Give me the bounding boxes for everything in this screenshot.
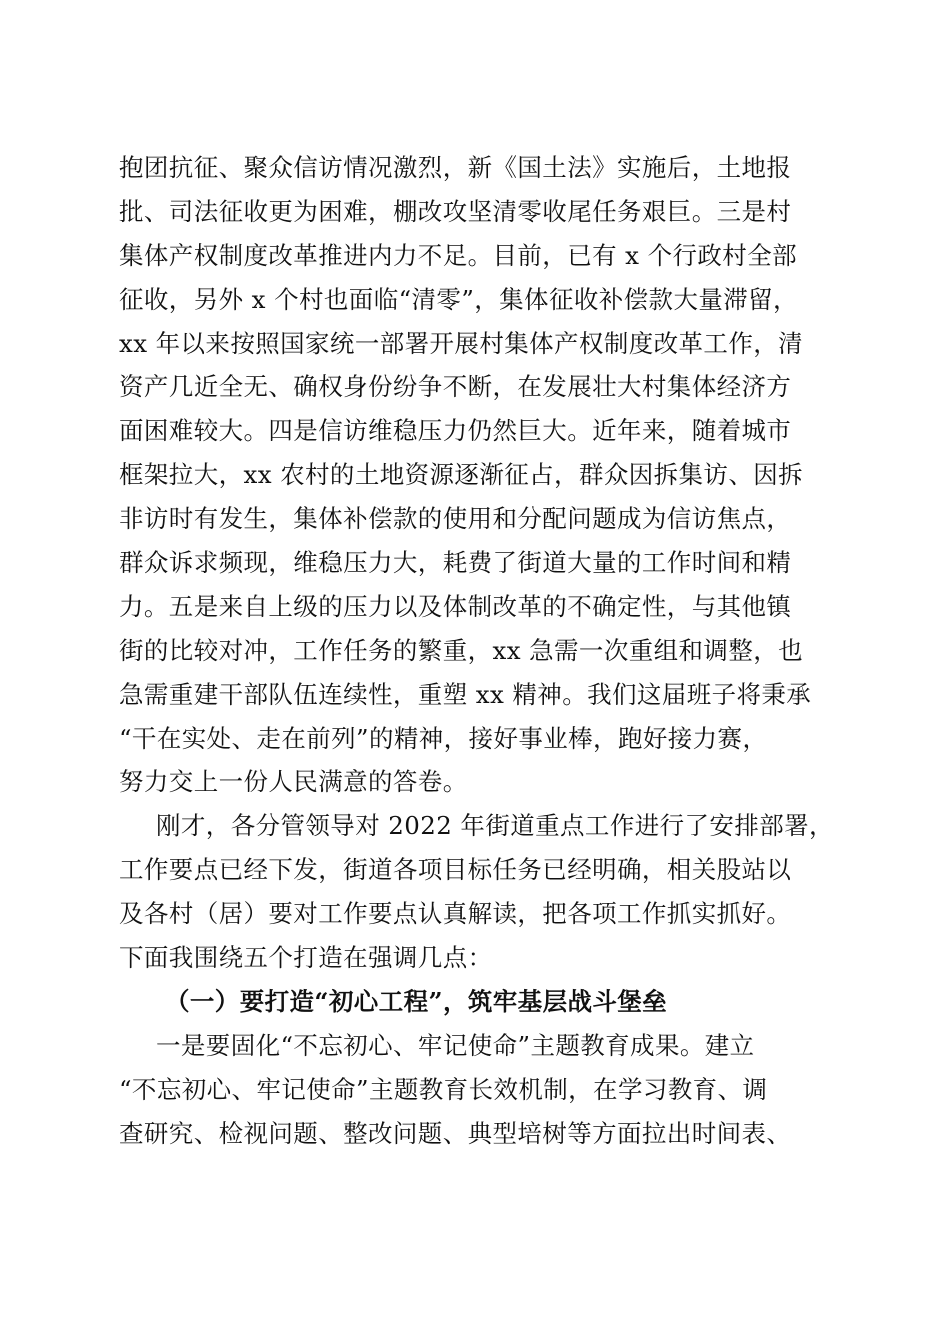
body-line: xx 年以来按照国家统一部署开展村集体产权制度改革工作，清 bbox=[119, 328, 804, 358]
body-line: 集体产权制度改革推进内力不足。目前，已有 x 个行政村全部 bbox=[119, 240, 797, 270]
paragraph-first-line: 刚才，各分管领导对 2022 年街道重点工作进行了安排部署， bbox=[156, 811, 834, 841]
body-line: 框架拉大，xx 农村的土地资源逐渐征占，群众因拆集访、因拆 bbox=[119, 460, 804, 490]
body-line: 征收，另外 x 个村也面临“清零”，集体征收补偿款大量滞留， bbox=[119, 284, 798, 314]
body-line: “干在实处、走在前列”的精神，接好事业棒，跑好接力赛， bbox=[119, 723, 768, 753]
body-line: 非访时有发生，集体补偿款的使用和分配问题成为信访焦点， bbox=[119, 504, 792, 534]
body-line: 力。五是来自上级的压力以及体制改革的不确定性，与其他镇 bbox=[119, 591, 792, 621]
section-heading: （一）要打造“初心工程”，筑牢基层战斗堡垒 bbox=[165, 986, 668, 1016]
body-line: 资产几近全无、确权身份纷争不断，在发展壮大村集体经济方 bbox=[119, 372, 792, 402]
body-line: 努力交上一份人民满意的答卷。 bbox=[119, 767, 468, 797]
body-line: 及各村（居）要对工作要点认真解读，把各项工作抓实抓好。 bbox=[119, 899, 792, 929]
paragraph-first-line: 一是要固化“不忘初心、牢记使命”主题教育成果。建立 bbox=[156, 1030, 755, 1060]
body-line: 批、司法征收更为困难，棚改攻坚清零收尾任务艰巨。三是村 bbox=[119, 196, 792, 226]
body-line: 工作要点已经下发，街道各项目标任务已经明确，相关股站以 bbox=[119, 855, 792, 885]
body-line: 查研究、检视问题、整改问题、典型培树等方面拉出时间表、 bbox=[119, 1118, 792, 1148]
document-body bbox=[119, 146, 834, 1155]
body-line: 急需重建干部队伍连续性，重塑 xx 精神。我们这届班子将秉承 bbox=[119, 679, 812, 709]
body-line: 下面我围绕五个打造在强调几点： bbox=[119, 943, 493, 973]
body-line: 抱团抗征、聚众信访情况激烈，新《国土法》实施后，土地报 bbox=[119, 153, 792, 182]
body-line: 群众诉求频现，维稳压力大，耗费了街道大量的工作时间和精 bbox=[119, 548, 792, 578]
body-line: 面困难较大。四是信访维稳压力仍然巨大。近年来，随着城市 bbox=[119, 416, 792, 446]
body-line: 街的比较对冲，工作任务的繁重，xx 急需一次重组和调整，也 bbox=[119, 635, 804, 665]
body-line: “不忘初心、牢记使命”主题教育长效机制，在学习教育、调 bbox=[119, 1074, 768, 1104]
